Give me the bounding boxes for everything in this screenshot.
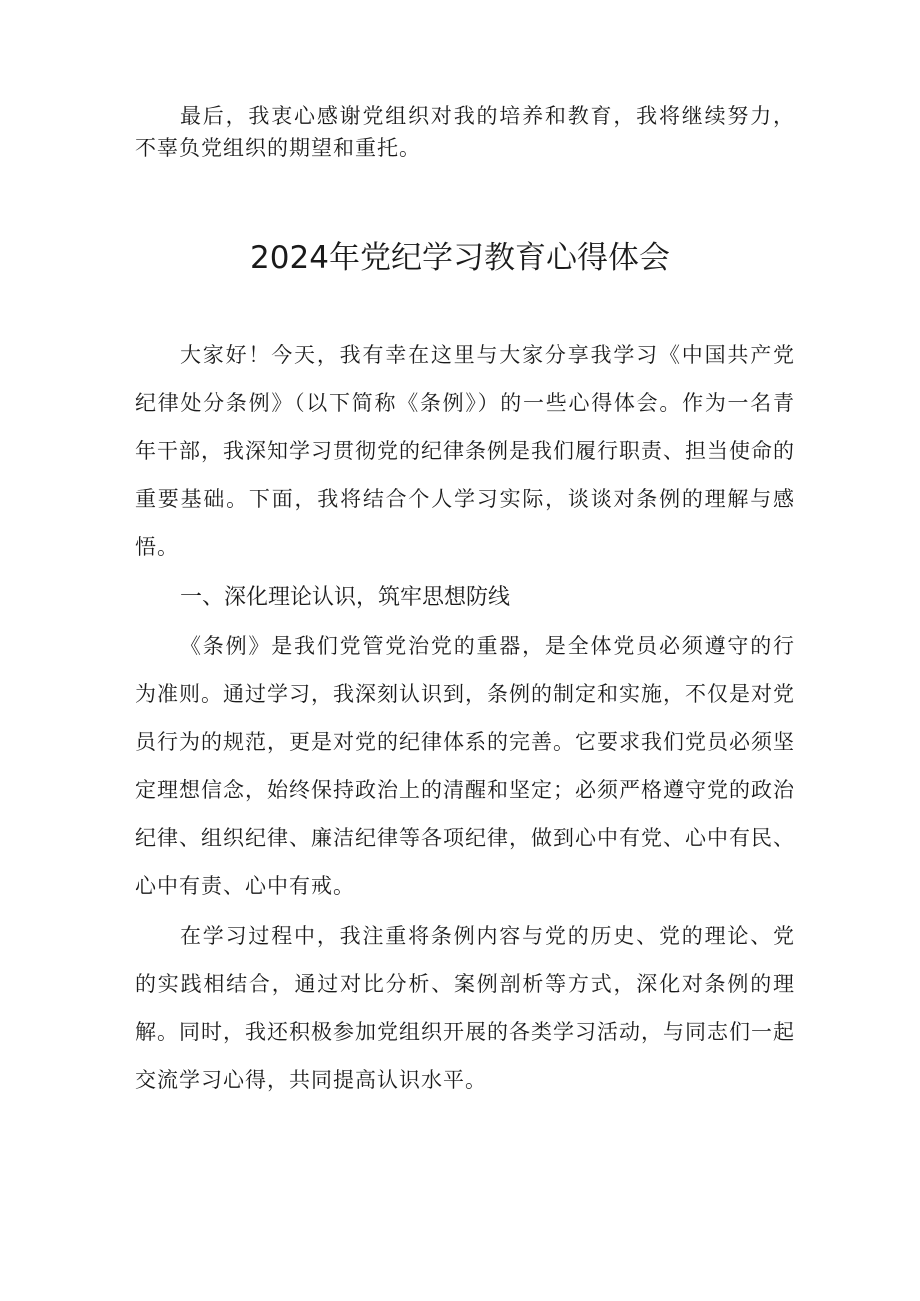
section-paragraph-2: 在学习过程中，我注重将条例内容与党的历史、党的理论、党的实践相结合，通过对比分析、案例剖析等方式，深化对条例的理解。同时，我还积极参加党组织开展的各类学习活动，与同志们一起交流学习心得，共同提高认识水平。	[135, 924, 795, 1092]
document-title: 2024年党纪学习教育心得体会	[250, 240, 670, 276]
section-heading: 一、深化理论认识，筑牢思想防线	[180, 585, 511, 610]
intro-paragraph: 大家好！今天，我有幸在这里与大家分享我学习《中国共产党纪律处分条例》（以下简称《条例》）的一些心得体会。作为一名青年干部，我深知学习贯彻党的纪律条例是我们履行职责、担当使命的重要基础。下面，我将结合个人学习实际，谈谈对条例的理解与感悟。	[135, 343, 795, 559]
closing-paragraph: 最后，我衷心感谢党组织对我的培养和教育，我将继续努力，不辜负党组织的期望和重托。	[135, 104, 795, 160]
section-paragraph-1: 《条例》是我们党管党治党的重器，是全体党员必须遵守的行为准则。通过学习，我深刻认识到，条例的制定和实施，不仅是对党员行为的规范，更是对党的纪律体系的完善。它要求我们党员必须坚定理想信念，始终保持政治上的清醒和坚定；必须严格遵守党的政治纪律、组织纪律、廉洁纪律等各项纪律，做到心中有党、心中有民、心中有责、心中有戒。	[135, 634, 795, 898]
